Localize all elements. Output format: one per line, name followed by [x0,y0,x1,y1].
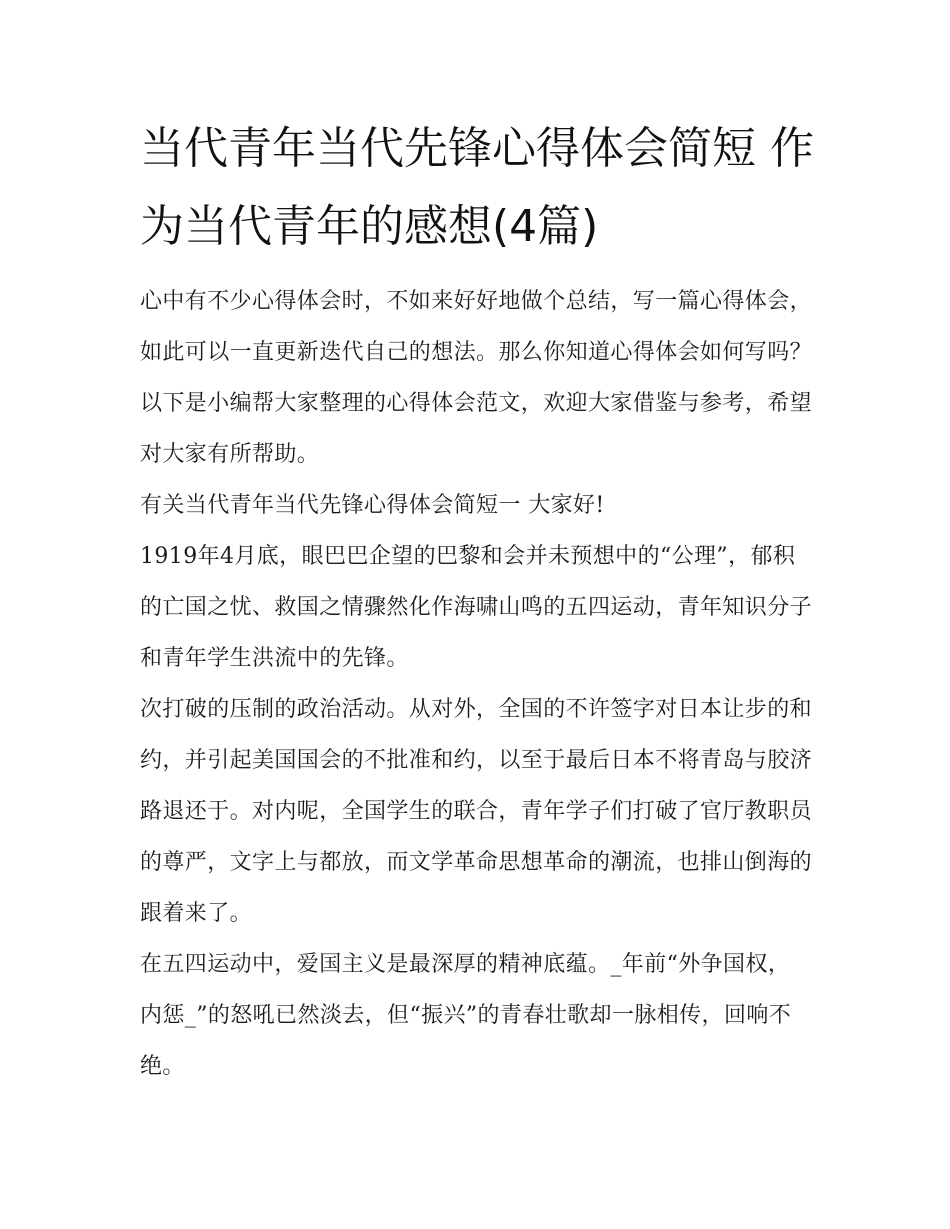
movement-paragraph: 次打破的压制的政治活动。从对外，全国的不许签字对日本让步的和约，并引起美国国会的不批准和约，以至于最后日本不将青岛与胶济路退还于。对内呢，全国学生的联合，青年学子们打破了官厅教职员的尊严，文字上与都放，而文学革命思想革命的潮流，也排山倒海的跟着来了。 [140,697,813,926]
document-body [140,276,812,1092]
section-heading-paragraph: 有关当代青年当代先锋心得体会简短一 大家好! [140,493,605,518]
history-paragraph: 1919年4月底，眼巴巴企望的巴黎和会并未预想中的“公理”，郁积的亡国之忧、救国之情骤然化作海啸山鸣的五四运动，青年知识分子和青年学生洪流中的先锋。 [140,544,813,671]
patriotism-paragraph: 在五四运动中，爱国主义是最深厚的精神底蕴。_年前“外争国权，内惩_”的怒吼已然淡去，但“振兴”的青春壮歌却一脉相传，回响不绝。 [140,952,792,1079]
page-title: 当代青年当代先锋心得体会简短 作为当代青年的感想(4篇) [140,123,814,252]
intro-paragraph: 心中有不少心得体会时，不如来好好地做个总结，写一篇心得体会，如此可以一直更新迭代自己的想法。那么你知道心得体会如何写吗？以下是小编帮大家整理的心得体会范文，欢迎大家借鉴与参考，希望对大家有所帮助。 [140,289,813,467]
